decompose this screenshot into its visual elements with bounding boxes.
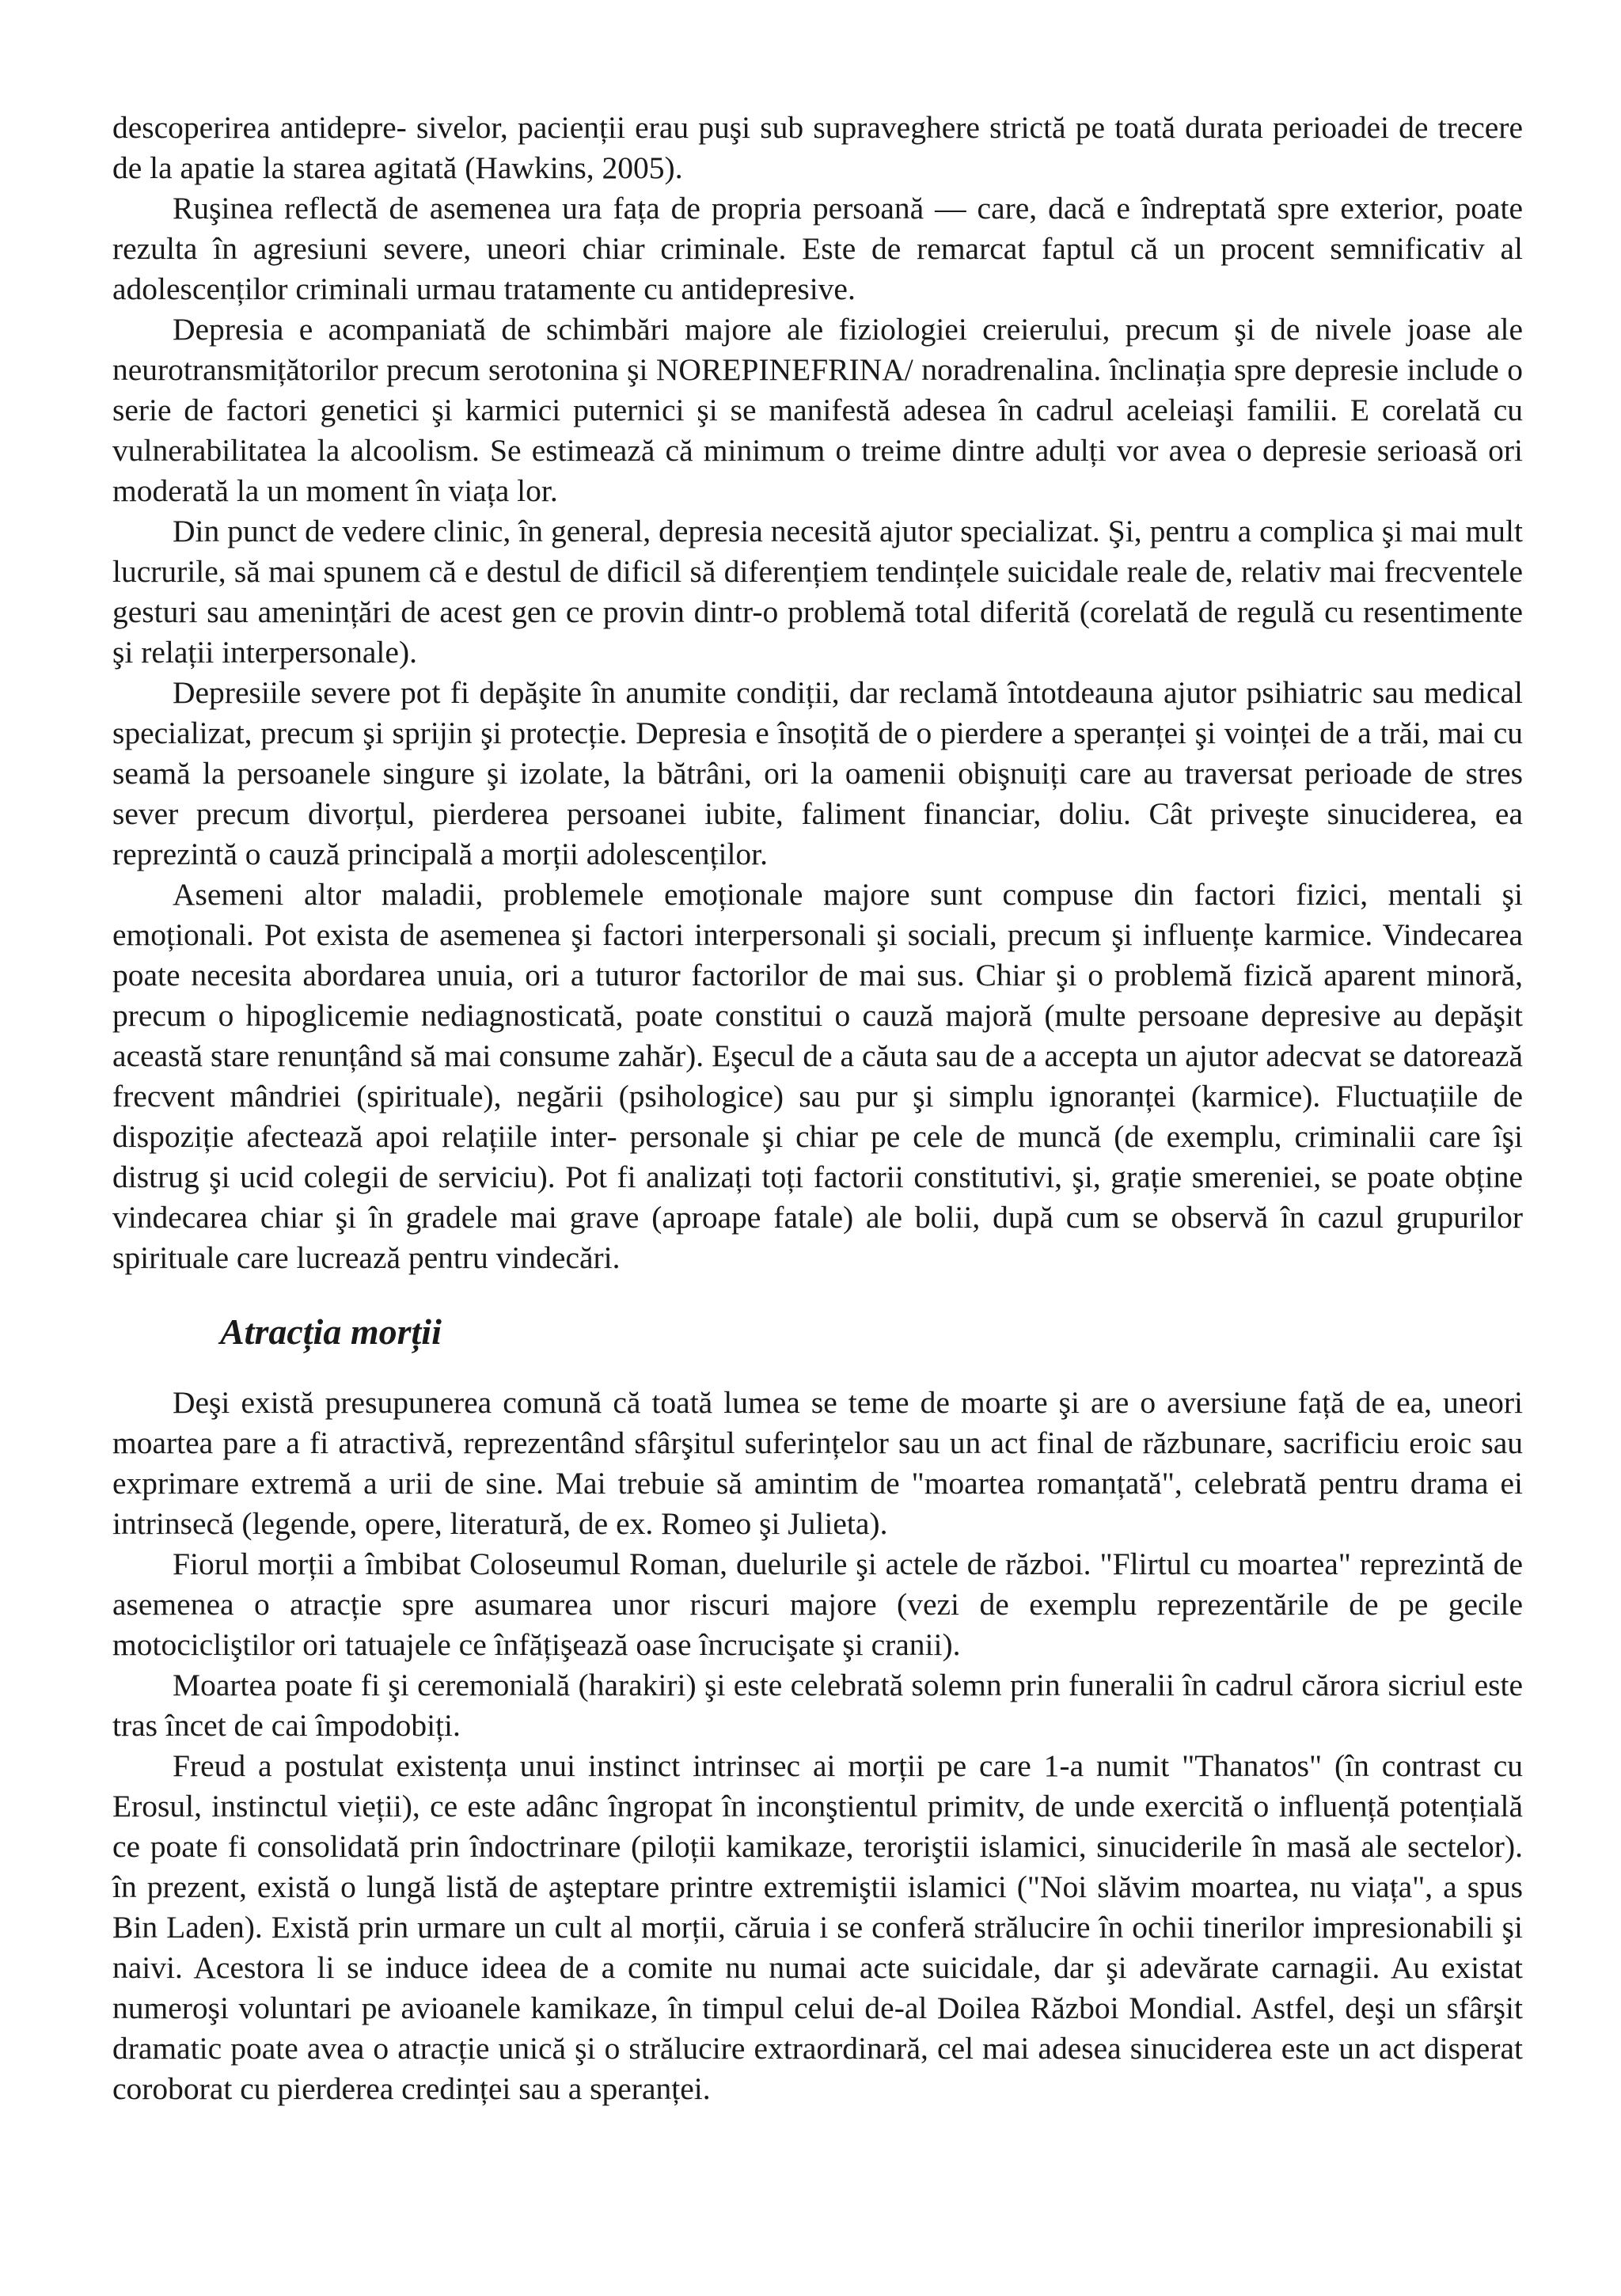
paragraph: Ruşinea reflectă de asemenea ura fața de propria persoană — care, dacă e îndreptată spre exterior, poate rezulta în agresiuni severe, uneori chiar criminale. Este de remarcat faptul că un procent semnificativ al adolescenților criminali urmau tratamente cu antidepresive. [112, 191, 1523, 306]
paragraph: Moartea poate fi şi ceremonială (harakiri) şi este celebrată solemn prin funeralii în cadrul cărora sicriul este tras încet de cai împodobiți. [112, 1668, 1523, 1743]
paragraph: Deşi există presupunerea comună că toată lumea se teme de moarte şi are o aversiune față de ea, uneori moartea pare a fi atractivă, reprezentând sfârşitul suferințelor sau un act final de răzbunare, sacrificiu eroic sau exprimare extremă a urii de sine. Mai trebuie să amintim de "moartea romanțată", celebrată pentru drama ei intrinsecă (legende, opere, literatură, de ex. Romeo şi Julieta). [112, 1385, 1523, 1541]
paragraph: Depresia e acompaniată de schimbări majore ale fiziologiei creierului, precum şi de nivele joase ale neurotransmițătorilor precum serotonina şi NOREPINEFRINA/ noradrenalina. înclinația spre depresie include o serie de factori genetici şi karmici puternici şi se manifestă adesea în cadrul aceleiaşi familii. E corelată cu vulnerabilitatea la alcoolism. Se estimează că minimum o treime dintre adulți vor avea o depresie serioasă ori moderată la un moment în viața lor. [112, 312, 1523, 508]
paragraph: Asemeni altor maladii, problemele emoționale majore sunt compuse din factori fizici, mentali şi emoționali. Pot exista de asemenea şi factori interpersonali şi sociali, precum şi influențe karmice. Vindecarea poate necesita abordarea unuia, ori a tuturor factorilor de mai sus. Chiar şi o problemă fizică aparent minoră, precum o hipoglicemie nediagnosticată, poate constitui o cauză majoră (multe persoane depresive au depăşit această stare renunțând să mai consume zahăr). Eşecul de a căuta sau de a accepta un ajutor adecvat se datorează frecvent mândriei (spirituale), negării (psihologice) sau pur şi simplu ignoranței (karmice). Fluctuațiile de dispoziție afectează apoi relațiile inter- personale şi chiar pe cele de muncă (de exemplu, criminalii care îşi distrug şi ucid colegii de serviciu). Pot fi analizați toți factorii constitutivi, şi, grație smereniei, se poate obține vindecarea chiar şi în gradele mai grave (aproape fatale) ale bolii, după cum se observă în cazul grupurilor spirituale care lucrează pentru vindecări. [112, 877, 1523, 1275]
paragraph: Din punct de vedere clinic, în general, depresia necesită ajutor specializat. Şi, pentru a complica şi mai mult lucrurile, să mai spunem că e destul de dificil să diferențiem tendințele suicidale reale de, relativ mai frecventele gesturi sau amenințări de acest gen ce provin dintr-o problemă total diferită (corelată de regulă cu resentimente şi relații interpersonale). [112, 514, 1523, 670]
document-page [112, 108, 1523, 2109]
section-heading: Atracția morții [220, 1311, 442, 1352]
paragraph: Freud a postulat existența unui instinct intrinsec ai morții pe care 1-a numit "Thanatos" (în contrast cu Erosul, instinctul vieții), ce este adânc îngropat în inconştientul primitv, de unde exercită o influență potențială ce poate fi consolidată prin îndoctrinare (piloții kamikaze, teroriştii islamici, sinuciderile în masă ale sectelor). în prezent, există o lungă listă de aşteptare printre extremiştii islamici ("Noi slăvim moartea, nu viața", a spus Bin Laden). Există prin urmare un cult al morții, căruia i se conferă strălucire în ochii tinerilor impresionabili şi naivi. Acestora li se induce ideea de a comite nu numai acte suicidale, dar şi adevărate carnagii. Au existat numeroşi voluntari pe avioanele kamikaze, în timpul celui de-al Doilea Război Mondial. Astfel, deşi un sfârşit dramatic poate avea o atracție unică şi o strălucire extraordinară, cel mai adesea sinuciderea este un act disperat coroborat cu pierderea credinței sau a speranței. [112, 1748, 1523, 2106]
paragraph: Fiorul morții a îmbibat Coloseumul Roman, duelurile şi actele de război. "Flirtul cu moartea" reprezintă de asemenea o atracție spre asumarea unor riscuri majore (vezi de exemplu reprezentările de pe gecile motocicliştilor ori tatuajele ce înfățişează oase încrucişate şi cranii). [112, 1546, 1523, 1662]
paragraph: Depresiile severe pot fi depăşite în anumite condiții, dar reclamă întotdeauna ajutor psihiatric sau medical specializat, precum şi sprijin şi protecție. Depresia e însoțită de o pierdere a speranței şi voinței de a trăi, mai cu seamă la persoanele singure şi izolate, la bătrâni, ori la oamenii obişnuiți care au traversat perioade de stres sever precum divorțul, pierderea persoanei iubite, faliment financiar, doliu. Cât priveşte sinuciderea, ea reprezintă o cauză principală a morții adolescenților. [112, 675, 1523, 871]
paragraph: descoperirea antidepre- sivelor, pacienții erau puşi sub supraveghere strictă pe toată durata perioadei de trecere de la apatie la starea agitată (Hawkins, 2005). [112, 110, 1523, 185]
